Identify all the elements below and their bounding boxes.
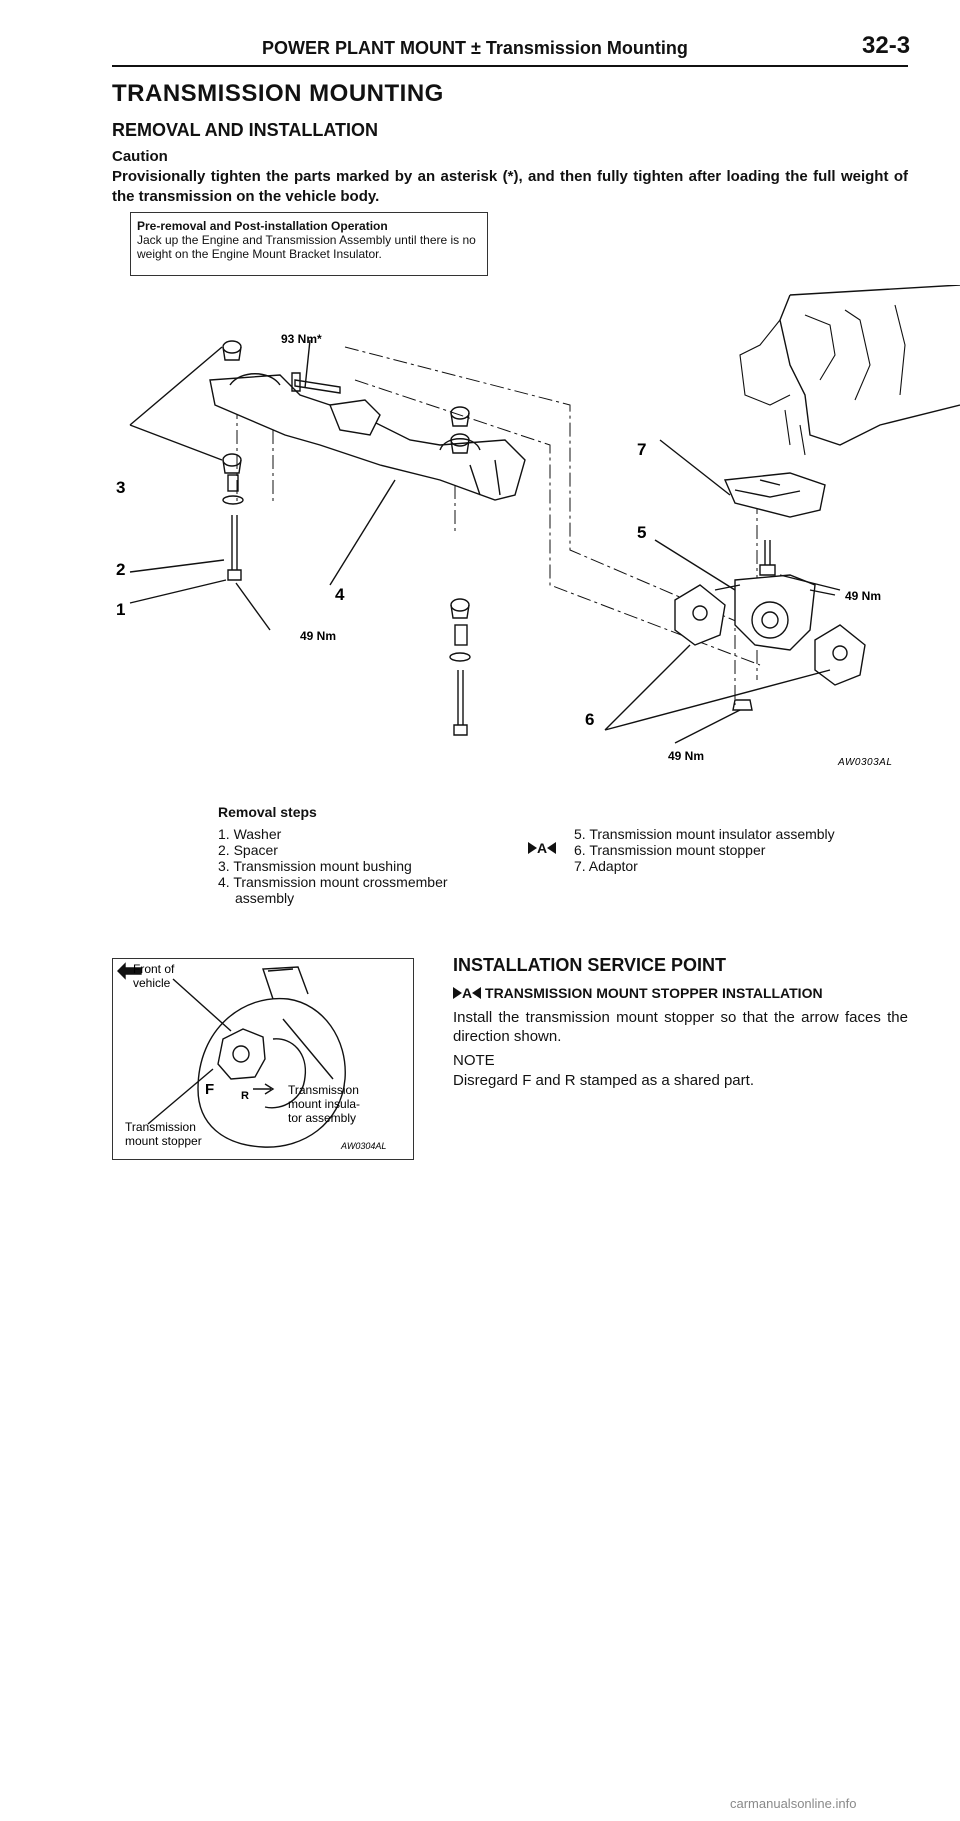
callout-5: 5 (637, 523, 647, 542)
step-6: 6. Transmission mount stopper (574, 842, 766, 858)
torque-49nm-right: 49 Nm (845, 589, 882, 603)
watermark: carmanualsonline.info (730, 1796, 857, 1811)
pre-removal-box (130, 212, 488, 276)
header-title: POWER PLANT MOUNT ± Transmission Mounting (262, 38, 688, 58)
front-label-2: vehicle (133, 976, 171, 990)
installation-marker: A (462, 985, 473, 1001)
installation-subtitle: TRANSMISSION MOUNT STOPPER INSTALLATION (485, 985, 823, 1001)
header-rule (112, 65, 908, 67)
figure2-id: AW0304AL (341, 1141, 387, 1151)
torque-49nm-bottom: 49 Nm (668, 749, 705, 763)
step-2: 2. Spacer (218, 842, 278, 858)
torque-93nm: 93 Nm* (281, 332, 322, 346)
stopper-drawing (113, 959, 413, 1159)
callout-4: 4 (335, 585, 345, 604)
callout-7: 7 (637, 440, 647, 459)
insulator-label-1: Transmission (288, 1083, 359, 1097)
stopper-label-1: Transmission (125, 1120, 196, 1134)
installation-title: INSTALLATION SERVICE POINT (453, 955, 727, 975)
insulator-label-3: tor assembly (288, 1111, 357, 1125)
step-marker (528, 840, 556, 856)
pre-removal-title: Pre-removal and Post-installation Operation (137, 219, 388, 233)
stopper-figure (112, 958, 414, 1160)
removal-steps-label: Removal steps (218, 804, 317, 820)
section-title: TRANSMISSION MOUNTING (112, 80, 444, 107)
installation-subtitle-row (453, 985, 823, 1001)
callout-2: 2 (116, 560, 126, 579)
installation-body: Install the transmission mount stopper so that the arrow faces the direction shown. (453, 1009, 908, 1045)
callout-1: 1 (116, 600, 126, 619)
insulator-label-2: mount insula- (288, 1097, 361, 1111)
callout-6: 6 (585, 710, 595, 729)
note-text: Disregard F and R stamped as a shared part. (453, 1072, 754, 1089)
removal-steps-right (574, 826, 835, 874)
note-label: NOTE (453, 1052, 495, 1069)
page-number: 32-3 (862, 32, 911, 59)
letter-r: R (241, 1090, 249, 1102)
torque-49nm-left: 49 Nm (300, 629, 337, 643)
front-label-1: Front of (133, 962, 175, 976)
figure1-id: AW0303AL (838, 757, 893, 768)
mounting-diagram (0, 285, 960, 795)
callout-3: 3 (116, 478, 126, 497)
step-5: 5. Transmission mount insulator assembly (574, 826, 835, 842)
caution-label: Caution (112, 148, 168, 165)
step-7: 7. Adaptor (574, 858, 638, 874)
step-marker-letter: A (537, 840, 548, 856)
pre-removal-text: Jack up the Engine and Transmission Assembly until there is no weight on the Engine Mount Bracket Insulator. (137, 233, 476, 261)
step-4-cont: assembly (235, 890, 295, 906)
letter-f: F (205, 1081, 215, 1098)
step-3: 3. Transmission mount bushing (218, 858, 412, 874)
step-4: 4. Transmission mount crossmember (218, 874, 448, 890)
stopper-label-2: mount stopper (125, 1134, 202, 1148)
removal-steps-left (218, 826, 448, 906)
step-1: 1. Washer (218, 826, 282, 842)
subsection-title: REMOVAL AND INSTALLATION (112, 120, 378, 140)
caution-text: Provisionally tighten the parts marked by an asterisk (*), and then fully tighten after loading the full weight of the transmission on the vehicle body. (112, 168, 908, 205)
